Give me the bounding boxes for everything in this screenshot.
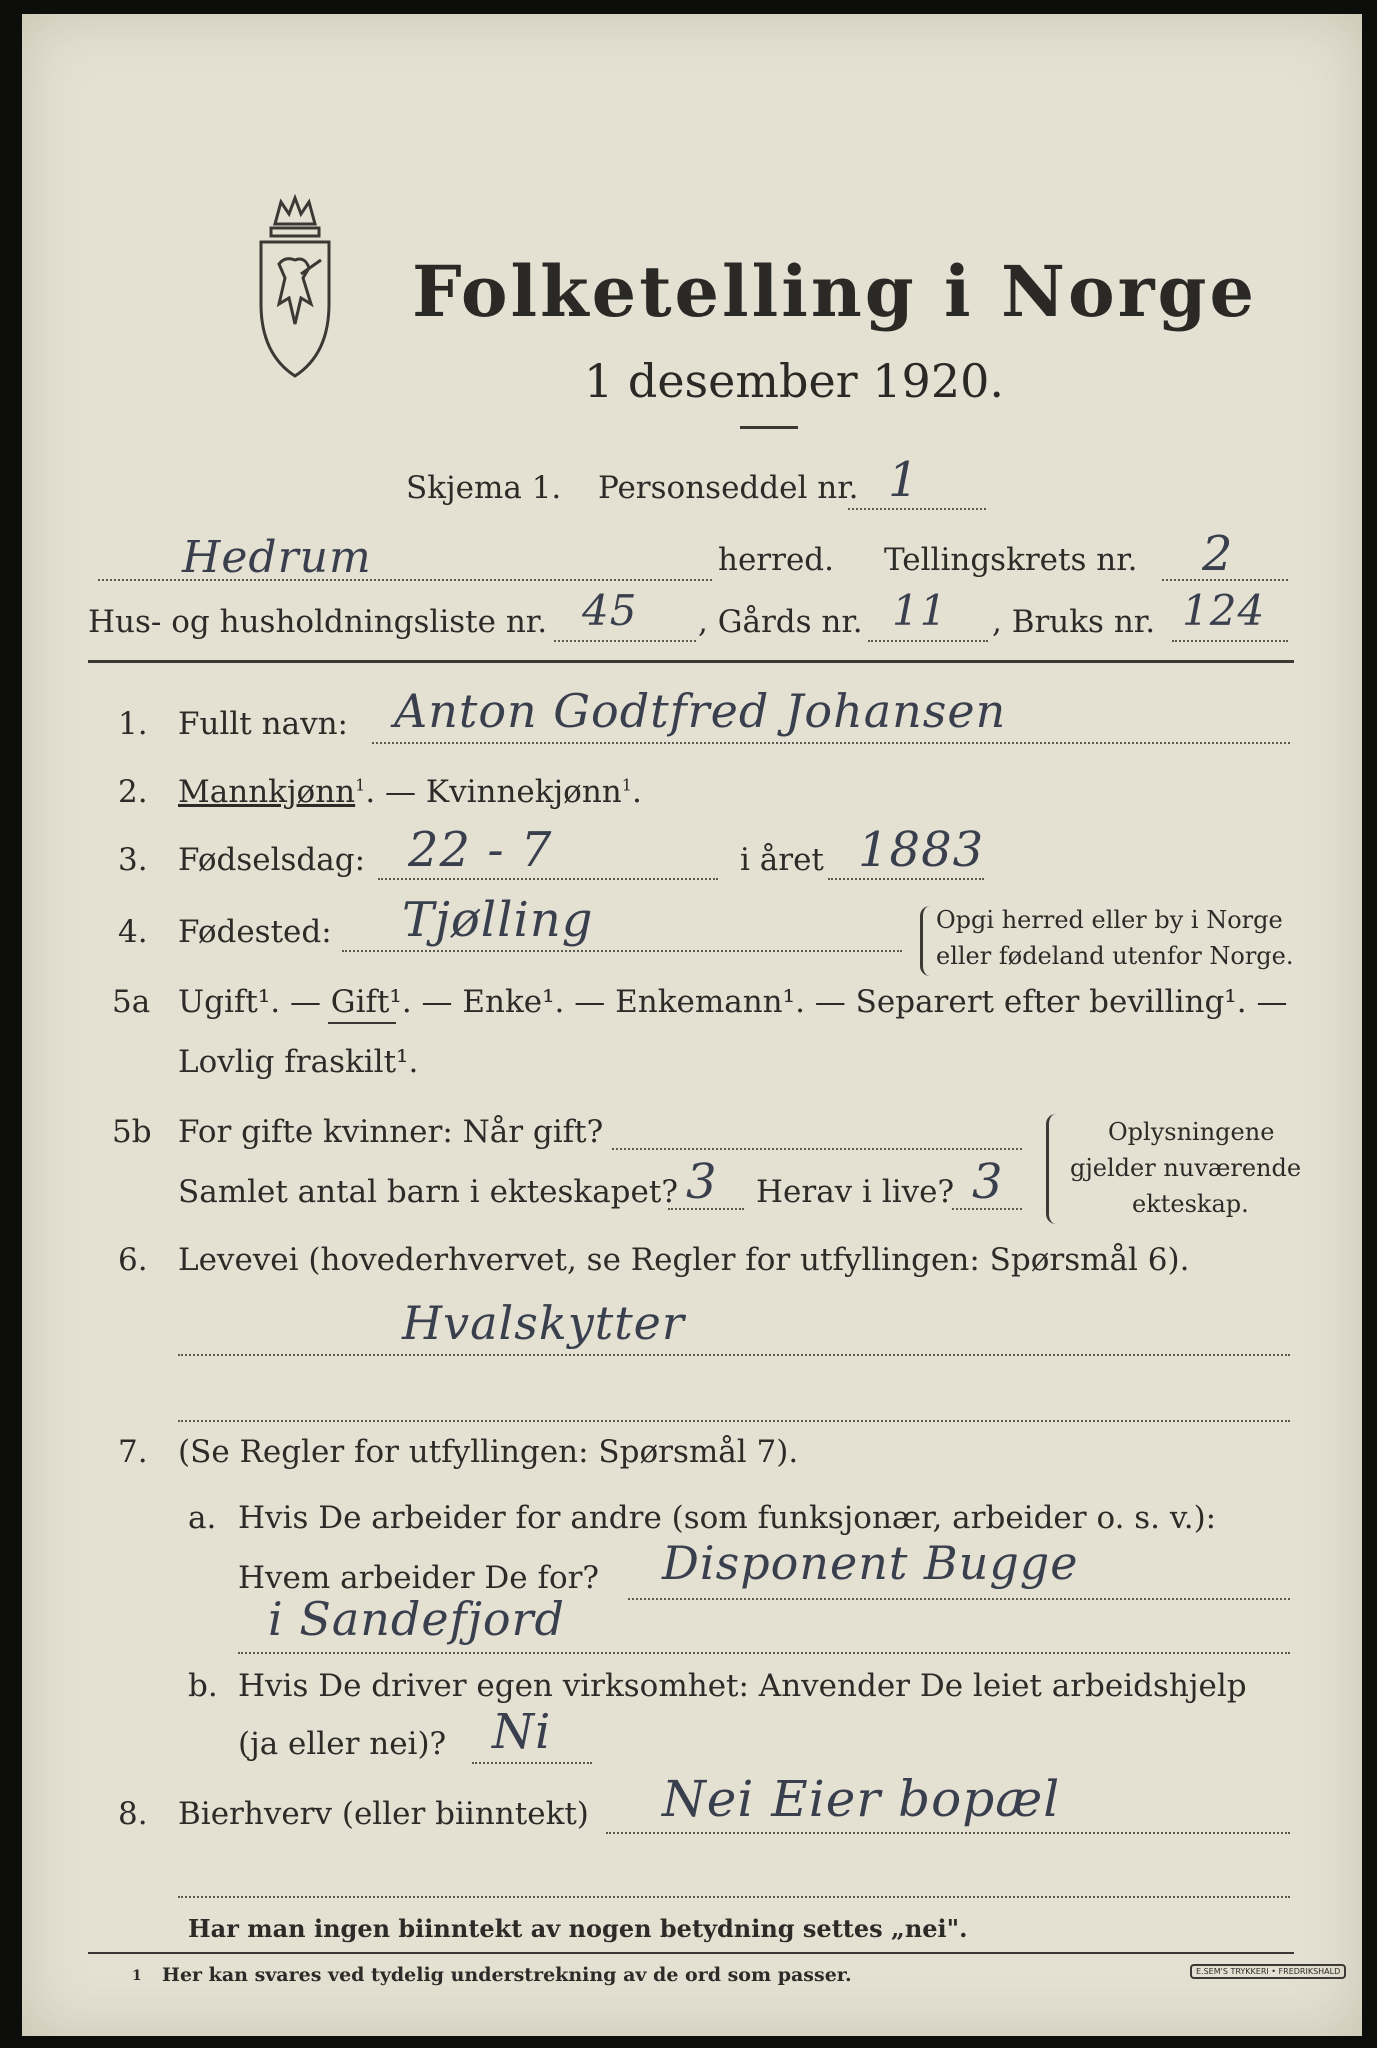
herred-value: Hedrum [182,532,372,583]
q7a-line1 [628,1598,1290,1600]
biinntekt-note: Har man ingen biinntekt av nogen betydning settes „nei". [188,1914,968,1943]
q5b-number: 5b [112,1114,152,1150]
q4-label: Fødested: [178,914,332,950]
birth-year-value: 1883 [858,822,985,878]
q6-number: 6. [118,1242,148,1278]
q2-sex-options [178,774,642,810]
q5b-married-line [612,1148,1022,1150]
q3-year-line [828,878,984,880]
personseddel-label: Personseddel nr. [598,470,859,506]
q7b-line [472,1762,592,1764]
q3-date-line [378,878,718,880]
married-underline [328,1022,396,1024]
q8-label: Bierhverv (eller biinntekt) [178,1796,589,1832]
q4-note-line2: eller fødeland utenfor Norge. [936,942,1294,970]
q7b-label2: (ja eller nei)? [238,1726,447,1762]
q5b-label-married-when: For gifte kvinner: Når gift? [178,1114,604,1150]
marital-status-options-cont: Lovlig fraskilt¹. [178,1044,419,1080]
secondary-income-value: Nei Eier bopæl [662,1770,1061,1828]
footnote-mark: 1 [132,1968,142,1984]
marital-status-options: Ugift¹. — Gift¹. — Enke¹. — Enkemann¹. — Separert efter bevilling¹. — [178,984,1288,1020]
q1-number: 1. [118,706,148,742]
footnote-ref: 1 [621,775,632,795]
q7a-label2: Hvem arbeider De for? [238,1560,600,1596]
gards-line [868,640,988,642]
q1-line [372,742,1290,744]
schema-label: Skjema 1. [406,470,562,506]
q7-label: (Se Regler for utfyllingen: Spørsmål 7). [178,1434,799,1470]
tellingskrets-line [1162,579,1288,581]
tellingskrets-value: 2 [1202,526,1234,582]
q2-number: 2. [118,774,148,810]
census-date: 1 desember 1920. [584,354,1004,408]
q5b-note-line3: ekteskap. [1132,1190,1249,1218]
q6-line1 [178,1354,1290,1356]
header-divider [88,660,1294,663]
q6-label: Levevei (hovederhvervet, se Regler for utfyllingen: Spørsmål 6). [178,1242,1190,1278]
q8-line1 [606,1832,1290,1834]
footnote-text: Her kan svares ved tydelig understrekning av de ord som passer. [162,1964,852,1986]
employer-value: Disponent Bugge [662,1536,1079,1590]
full-name-value: Anton Godtfred Johansen [394,684,1007,738]
q8-number: 8. [118,1796,148,1832]
coat-of-arms-icon [245,194,345,384]
form-title: Folketelling i Norge [412,250,1258,333]
q8-line2 [178,1896,1290,1898]
hus-label: Hus- og husholdningsliste nr. [88,604,548,640]
herred-line [98,579,712,581]
footer-divider [88,1952,1294,1954]
q2-end: . [631,774,642,810]
q1-label: Fullt navn: [178,706,348,742]
hired-help-value: Ni [492,1704,552,1760]
q4-brace [920,906,931,976]
sex-female-option: . — Kvinnekjønn [365,774,622,810]
bruks-value: 124 [1182,586,1266,635]
personseddel-value: 1 [888,452,920,508]
q6-line2 [178,1420,1290,1422]
q3-number: 3. [118,842,148,878]
employer-location-value: i Sandefjord [268,1592,565,1646]
q4-line [342,950,902,952]
q5b-brace [1046,1114,1057,1224]
q4-note-line1: Opgi herred eller by i Norge [936,906,1283,934]
q5b-alive-line [952,1208,1022,1210]
bruks-label: , Bruks nr. [992,604,1156,640]
personseddel-line [848,508,986,510]
q7-number: 7. [118,1434,148,1470]
bruks-line [1172,640,1288,642]
footnote-ref: 1 [355,775,366,795]
occupation-value: Hvalskytter [402,1296,685,1350]
q7a-label1: Hvis De arbeider for andre (som funksjonær, arbeider o. s. v.): [238,1500,1217,1536]
q5b-note-line2: gjelder nuværende [1070,1154,1302,1182]
sex-male-option: Mannkjønn [178,774,356,810]
gards-value: 11 [892,586,948,635]
birth-date-value: 22 - 7 [408,822,553,878]
q5b-note-line1: Oplysningene [1108,1118,1275,1146]
q7b-letter: b. [188,1668,218,1704]
children-alive-value: 3 [972,1154,1004,1210]
q5a-number: 5a [112,984,151,1020]
q5b-label-children: Samlet antal barn i ekteskapet? [178,1174,678,1210]
title-divider [740,426,798,429]
q7a-line2 [238,1652,1290,1654]
children-total-value: 3 [686,1154,718,1210]
q7b-label1: Hvis De driver egen virksomhet: Anvender De leiet arbeidshjelp [238,1668,1247,1704]
census-form-sheet [22,14,1362,2036]
gards-label: , Gårds nr. [698,604,863,640]
q3-label: Fødselsdag: [178,842,366,878]
q5b-children-line [668,1208,744,1210]
q5b-label-alive: Herav i live? [756,1174,955,1210]
tellingskrets-label: Tellingskrets nr. [884,542,1138,578]
hus-value: 45 [582,586,638,635]
hus-line [554,640,696,642]
printer-stamp: E.SEM'S TRYKKERI • FREDRIKSHALD [1190,1964,1346,1979]
q4-number: 4. [118,914,148,950]
birthplace-value: Tjølling [402,892,594,948]
q3-year-label: i året [740,842,824,878]
q7a-letter: a. [188,1500,217,1536]
herred-label: herred. [718,542,834,578]
